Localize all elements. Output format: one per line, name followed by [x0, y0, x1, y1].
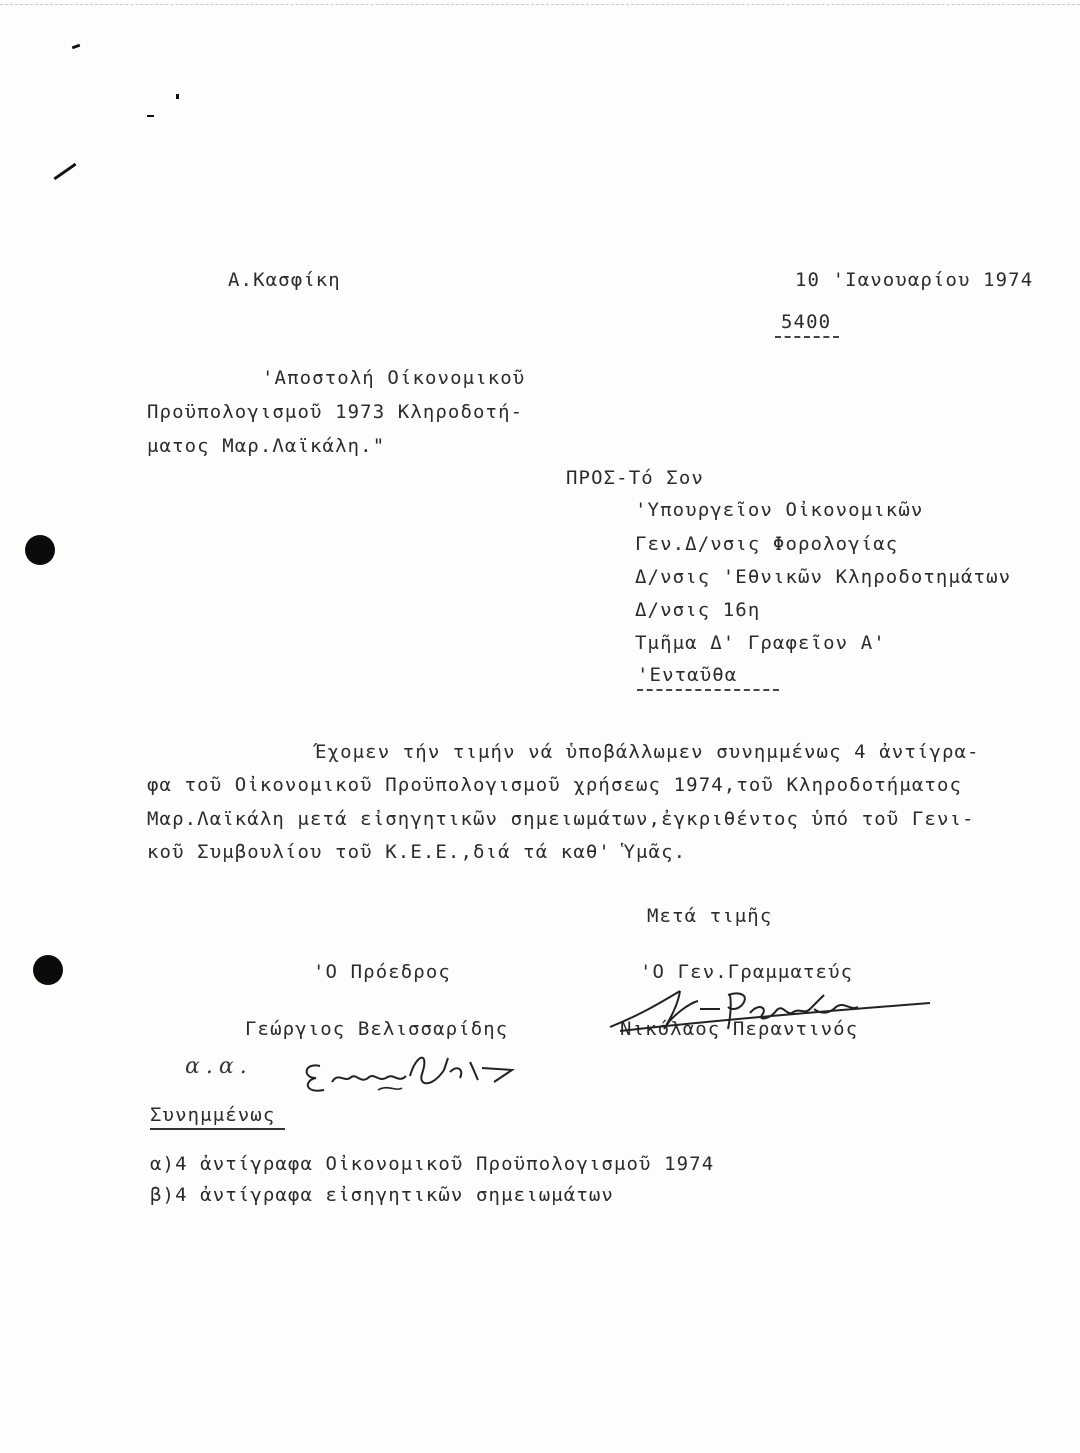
body-line: Έχομεν τήν τιμήν νά ὑποβάλλωμεν συνημμένως 4 ἀντίγρα-: [315, 741, 980, 763]
recipient-line: Τμῆμα Δ' Γραφεῖον Α': [635, 632, 886, 654]
subject-line: ματος Μαρ.Λαϊκάλη.": [147, 435, 386, 457]
reference-number: 5400: [775, 310, 839, 338]
secretary-name: Νικόλαος Περαντινός: [620, 1018, 859, 1040]
scan-mark: [53, 163, 76, 180]
closing-formula: Μετά τιμῆς: [647, 905, 773, 927]
recipient-line: Δ/νσις 16η: [635, 599, 761, 621]
recipient-line: Γεν.Δ/νσις Φορολογίας: [635, 533, 899, 555]
subject-line: 'Αποστολή Οίκονομικοῦ: [262, 367, 526, 389]
body-line: φα τοῦ Οἰκονομικοῦ Προϋπολογισμοῦ χρήσεως 1974,τοῦ Κληροδοτήματος: [147, 774, 963, 796]
scan-mark: [72, 44, 81, 50]
president-title: 'Ο Πρόεδρος: [313, 961, 451, 983]
recipient-line: 'Υπουργεῖον Οἰκονομικῶν: [635, 499, 924, 521]
enclosures-heading: Συνημμένως: [150, 1103, 285, 1130]
punch-hole: [25, 535, 55, 565]
letter-date: 10 'Ιανουαρίου 1974: [795, 269, 1034, 291]
scan-mark: [176, 94, 179, 99]
subject-line: Προϋπολογισμοῦ 1973 Κληροδοτή-: [147, 401, 524, 423]
secretary-signature: [600, 985, 940, 1045]
recipient-line: Δ/νσις 'Εθνικῶν Κληροδοτημάτων: [635, 566, 1012, 588]
punch-hole: [33, 955, 63, 985]
secretary-title: 'Ο Γεν.Γραμματεύς: [640, 961, 854, 983]
recipient-prefix: ΠΡΟΣ-Τό Σον: [566, 467, 704, 489]
body-line: Μαρ.Λαϊκάλη μετά εἰσηγητικῶν σημειωμάτων,ἐγκριθέντος ὑπό τοῦ Γενι-: [147, 808, 975, 830]
enclosure-item: α)4 ἀντίγραφα Οἰκονομικοῦ Προϋπολογισμοῦ 1974: [150, 1153, 715, 1175]
president-name: Γεώργιος Βελισσαρίδης: [245, 1018, 509, 1040]
handwritten-aa: α.α.: [185, 1054, 253, 1079]
page-top-edge: [0, 4, 1080, 6]
recipient-location: 'Ενταῦθα: [637, 663, 779, 691]
body-line: κοῦ Συμβουλίου τοῦ Κ.Ε.Ε.,διά τά καθ' Ὑμᾶς.: [147, 841, 687, 863]
enclosure-item: β)4 ἀντίγραφα εἰσηγητικῶν σημειωμάτων: [150, 1184, 614, 1206]
sender-initials: Α.Κασφίκη: [228, 269, 341, 291]
scan-mark: [147, 115, 154, 117]
president-signature: [298, 1048, 528, 1098]
